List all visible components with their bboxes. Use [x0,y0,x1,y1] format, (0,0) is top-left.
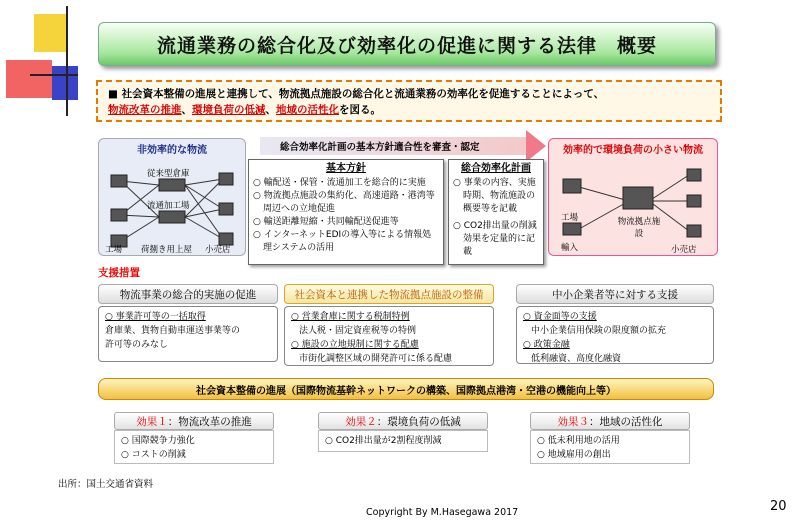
support-line: 法人税・固定資産税等の特例 [299,326,417,336]
support-head-sme: 中小企業者等に対する支援 [516,284,714,304]
support-line: ○ 資金面等の支援 [523,312,597,322]
page-title: 流通業務の総合化及び効率化の促進に関する法律 概要 [98,22,716,66]
goal-logistics-reform: 物流改革の推進 [108,104,182,116]
label-loading-shed: 荷捌き用上屋 [141,245,193,255]
label-processing-plant: 流通加工場 [147,201,190,211]
support-line: ○ 政策金融 [523,340,570,350]
effect-line: ○ 低未利用地の活用 [537,436,620,446]
effect-3-name: ：地域の活性化 [589,415,663,428]
intro-bullet: ■ [108,88,118,100]
effect-2-label: 効果２ [345,415,377,428]
support-line: ○ 事業許可等の一括取得 [105,312,206,322]
support-head-infrastructure-text: 社会資本と連携した物流拠点施設の整備 [294,288,484,301]
basic-policy-item: ○ 輸送距離短縮・共同輸配送促進等 [253,217,399,227]
efficient-panel-title: 効率的で環境負荷の小さい物流 [563,145,703,156]
effect-line: ○ CO2排出量が2割程度削減 [325,436,442,446]
plan-item: ○ CO2排出量の削減効果を定量的に記載 [453,221,537,257]
effect-3-body [530,430,690,464]
effect-3-label: 効果３ [557,415,589,428]
decor-yellow-square [34,14,66,52]
intro-box [96,80,722,122]
basic-policy-item: ○ 輸配送・保管・流通加工を総合的に実施 [253,178,426,188]
effect-line: ○ コストの削減 [121,450,186,460]
intro-sep1: 、 [181,104,192,116]
efficiency-plan-title: 総合効率化計画 [461,163,531,174]
label-factory: 工場 [105,245,123,255]
support-line: 中小企業信用保険の限度額の拡充 [531,326,667,336]
support-line: ○ 営業倉庫に関する税制特例 [291,312,410,322]
support-box-logistics [98,306,278,362]
label-logistics-hub: 物流拠点施設 [617,217,661,239]
decor-vertical-line [66,6,68,116]
inefficient-panel-title: 非効率的な物流 [137,145,207,156]
support-line: ○ 施設の立地規制に関する配慮 [291,340,419,350]
effect-3-head [530,412,690,430]
basic-policy-item: ○ 物流拠点施設の集約化、高速道路・港湾等周辺への立地促進 [253,191,435,214]
basic-policy-item: ○ インターネットEDIの導入等による情報処理システムの活用 [253,230,432,253]
label-factory-right: 工場 [561,213,579,223]
plan-item: ○ 事業の内容、実施時期、物流施設の概要等を記載 [453,178,536,214]
intro-line1: 社会資本整備の進展と連携して、物流拠点施設の総合化と流通業務の効率化を促進することによって、 [121,88,605,100]
support-box-infrastructure [284,306,494,366]
efficient-logistics-panel [548,138,718,256]
effect-2-name: ：環境負荷の低減 [376,415,461,428]
support-line: 低利融資、高度化融資 [531,354,622,364]
support-head-logistics: 物流事業の総合的実施の促進 [98,284,278,304]
label-retail-store-right: 小売店 [671,245,697,255]
support-box-sme [516,306,714,364]
infrastructure-progress-arrow: 社会資本整備の進展（国際物流基幹ネットワークの構築、国際拠点港湾・空港の機能向上等） [98,378,714,400]
effect-1-label: 効果１ [136,415,168,428]
effect-1-head [114,412,274,430]
label-import: 輸入 [561,243,579,253]
effect-line: ○ 地域雇用の創出 [537,450,611,460]
support-line: 倉庫業、貨物自動車運送事業等の [105,326,241,336]
goal-regional: 地域の活性化 [276,104,339,116]
support-head-infrastructure [284,284,494,304]
efficiency-plan-card [448,159,544,265]
goal-environment: 環境負荷の低減 [192,104,266,116]
intro-sep2: 、 [265,104,276,116]
effect-2-body [318,430,488,452]
effect-1-body [114,430,274,464]
support-line: 許可等のみなし [105,340,169,350]
effect-line: ○ 国際競争力強化 [121,436,195,446]
effect-1-name: ：物流改革の推進 [167,415,252,428]
label-retail-store: 小売店 [205,245,231,255]
label-conventional-warehouse: 従来型倉庫 [147,169,190,179]
copyright: Copyright By M.Hasegawa 2017 [366,507,519,518]
effect-2-head [318,412,488,430]
certification-arrow: 総合効率化計画の基本方針適合性を審査・認定 [260,137,528,155]
efficient-flow-diagram [549,139,719,257]
arrowhead [526,130,546,162]
inefficient-logistics-panel [98,138,246,256]
support-line: 市街化調整区域の開発許可に係る配慮 [299,354,453,364]
decor-horizontal-line [30,74,78,76]
support-measures-label: 支援措置 [98,267,140,279]
basic-policy-card [248,159,444,265]
inefficient-flow-diagram [99,139,247,257]
decor-red-square [6,60,52,98]
page-number: 20 [770,499,787,514]
source-note: 出所：国土交通省資料 [58,479,154,490]
decor-blue-square [52,66,78,100]
intro-tail: を図る。 [339,104,381,116]
basic-policy-title: 基本方針 [326,163,366,174]
